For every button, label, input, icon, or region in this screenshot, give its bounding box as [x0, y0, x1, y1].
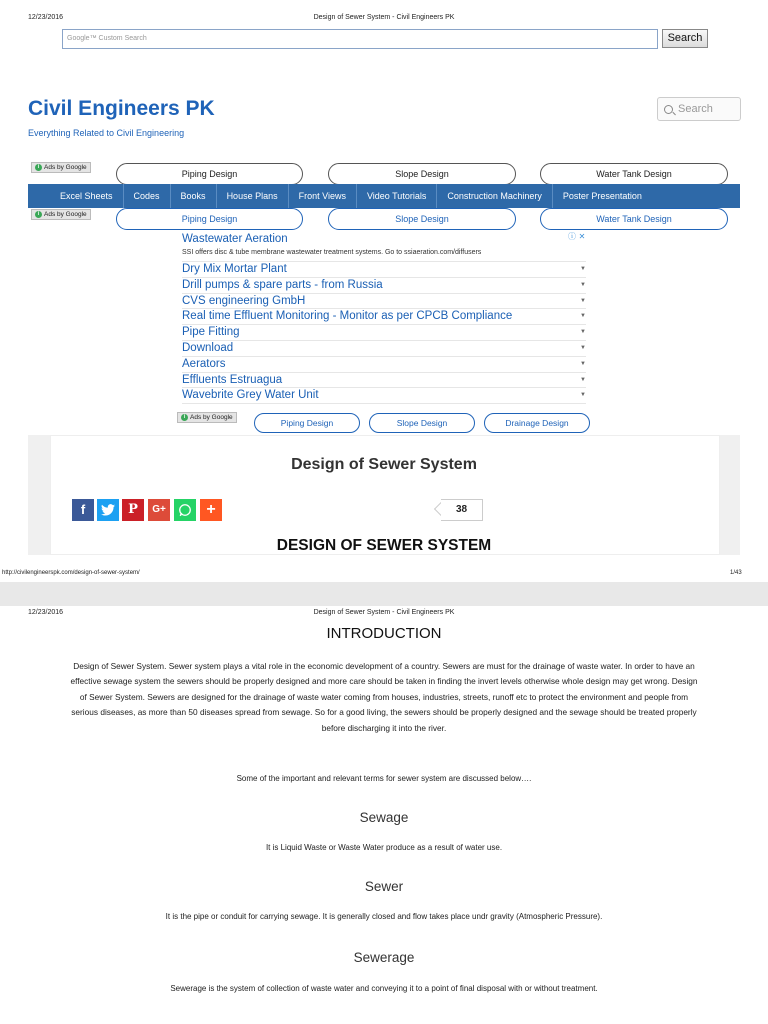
ad-pill-drainage-design[interactable]: Drainage Design [484, 413, 590, 433]
article-title: Design of Sewer System [291, 456, 477, 473]
chevron-down-icon: ▼ [580, 376, 586, 383]
print-url: http://civilengineerspk.com/design-of-sewer-system/ [2, 570, 140, 576]
ads-by-google-badge[interactable]: i Ads by Google [31, 209, 91, 220]
introduction-heading: INTRODUCTION [326, 625, 442, 642]
share-count: 38 [441, 499, 483, 521]
sewerage-heading: Sewerage [353, 950, 415, 965]
ad-close-icon[interactable]: ✕ [578, 232, 586, 241]
ad-pill-piping-design[interactable]: Piping Design [116, 163, 303, 185]
site-search-input[interactable] [657, 97, 741, 121]
site-tagline: Everything Related to Civil Engineering [28, 128, 185, 138]
info-icon: i [181, 414, 188, 421]
chevron-down-icon: ▼ [580, 360, 586, 367]
ad-pill-slope-design[interactable]: Slope Design [328, 163, 516, 185]
ads-by-google-badge[interactable]: i Ads by Google [31, 162, 91, 173]
whatsapp-share-button[interactable] [174, 499, 196, 521]
pinterest-share-button[interactable]: P [122, 499, 144, 521]
site-title[interactable]: Civil Engineers PK [28, 97, 215, 120]
chevron-down-icon: ▼ [580, 297, 586, 304]
search-icon [664, 105, 673, 114]
nav-item-front-views[interactable]: Front Views [289, 184, 357, 208]
ad-pill-slope-design[interactable]: Slope Design [369, 413, 475, 433]
chevron-down-icon: ▼ [580, 344, 586, 351]
nav-item-construction-machinery[interactable]: Construction Machinery [437, 184, 553, 208]
google-search-button[interactable]: Search [662, 29, 708, 48]
ad-item[interactable]: Drill pumps & spare parts - from Russia ▼ [182, 278, 586, 294]
nav-item-house-plans[interactable]: House Plans [217, 184, 289, 208]
chevron-down-icon: ▼ [580, 392, 586, 399]
sewer-heading: Sewer [364, 879, 404, 894]
main-nav [28, 184, 740, 208]
ad-pill-piping-design[interactable]: Piping Design [116, 208, 303, 230]
ad-item[interactable]: Download ▼ [182, 341, 586, 357]
nav-item-books[interactable]: Books [171, 184, 217, 208]
twitter-share-button[interactable] [97, 499, 119, 521]
ad-pill-water-tank-design[interactable]: Water Tank Design [540, 208, 728, 230]
ad-item[interactable]: Aerators ▼ [182, 357, 586, 373]
nav-item-video-tutorials[interactable]: Video Tutorials [357, 184, 437, 208]
ad-list [182, 232, 586, 404]
article-heading: DESIGN OF SEWER SYSTEM [276, 537, 492, 554]
terms-intro-text: Some of the important and relevant terms for sewer system are discussed below…. [236, 774, 532, 783]
facebook-share-button[interactable]: f [72, 499, 94, 521]
ads-by-google-badge[interactable]: i Ads by Google [177, 412, 237, 423]
ad-pill-water-tank-design[interactable]: Water Tank Design [540, 163, 728, 185]
chevron-down-icon: ▼ [580, 281, 586, 288]
introduction-paragraph: Design of Sewer System. Sewer system plays a vital role in the economic development of a country. Sewers are must for the drainage of waste water. In order to have an effective sewage system the sewers should be properly designed and more care should be taken in finding the invert levels otherwise whole design may get wrong. Design of Sewer System. Sewers are designed for the drainage of waste water coming from houses, industries, streets, runoff etc to protect the environment and people from serious diseases, as more than 50 diseases spread from sewage. So for a good living, the sewers should be properly designed and the sewage should be treated properly before discharging it into the river. [70, 661, 698, 733]
chevron-down-icon: ▼ [580, 266, 586, 272]
whatsapp-icon [178, 503, 192, 517]
ad-info-icon[interactable]: ⓘ [568, 232, 576, 241]
ad-item[interactable]: Wavebrite Grey Water Unit ▼ [182, 388, 586, 404]
chevron-down-icon: ▼ [580, 313, 586, 320]
sewerage-definition: Sewerage is the system of collection of waste water and conveying it to a point of final disposal with or without treatment. [170, 984, 598, 993]
twitter-icon [101, 504, 115, 516]
ad-item[interactable]: Effluents Estruagua ▼ [182, 373, 586, 389]
nav-item-poster-presentation[interactable]: Poster Presentation [562, 191, 642, 201]
print-date: 12/23/2016 [28, 14, 64, 21]
ad-title[interactable]: Wastewater Aeration [182, 233, 288, 245]
site-search-placeholder: Search [678, 103, 713, 115]
sewer-definition: It is the pipe or conduit for carrying sewage. It is generally closed and flow takes place undr gravity (Atmospheric Pressure). [165, 912, 603, 921]
ad-item[interactable]: CVS engineering GmbH ▼ [182, 294, 586, 310]
nav-item-excel-sheets[interactable]: Excel Sheets [28, 184, 124, 208]
print-date: 12/23/2016 [28, 609, 64, 616]
ad-pill-piping-design[interactable]: Piping Design [254, 413, 360, 433]
info-icon: i [35, 211, 42, 218]
chevron-down-icon: ▼ [580, 329, 586, 336]
print-doc-title: Design of Sewer System - Civil Engineers PK [313, 14, 455, 21]
ad-item[interactable]: Pipe Fitting ▼ [182, 325, 586, 341]
print-page-number: 1/43 [730, 570, 742, 576]
ad-pill-slope-design[interactable]: Slope Design [328, 208, 516, 230]
ad-item[interactable]: Real time Effluent Monitoring - Monitor as per CPCB Compliance ▼ [182, 309, 586, 325]
google-search-input[interactable]: Google™ Custom Search [62, 29, 658, 49]
sewage-definition: It is Liquid Waste or Waste Water produce as a result of water use. [265, 843, 503, 852]
nav-item-codes[interactable]: Codes [124, 184, 171, 208]
more-share-button[interactable]: + [200, 499, 222, 521]
ad-item[interactable]: Dry Mix Mortar Plant ▼ [182, 262, 586, 278]
info-icon: i [35, 164, 42, 171]
page-separator [0, 582, 768, 606]
sewage-heading: Sewage [359, 810, 409, 825]
ad-description: SSI offers disc & tube membrane wastewater treatment systems. Go to ssiaeration.com/diffusers [182, 249, 482, 256]
ad-item-featured[interactable] [182, 232, 586, 262]
print-doc-title: Design of Sewer System - Civil Engineers PK [313, 609, 455, 616]
google-plus-share-button[interactable]: G+ [148, 499, 170, 521]
